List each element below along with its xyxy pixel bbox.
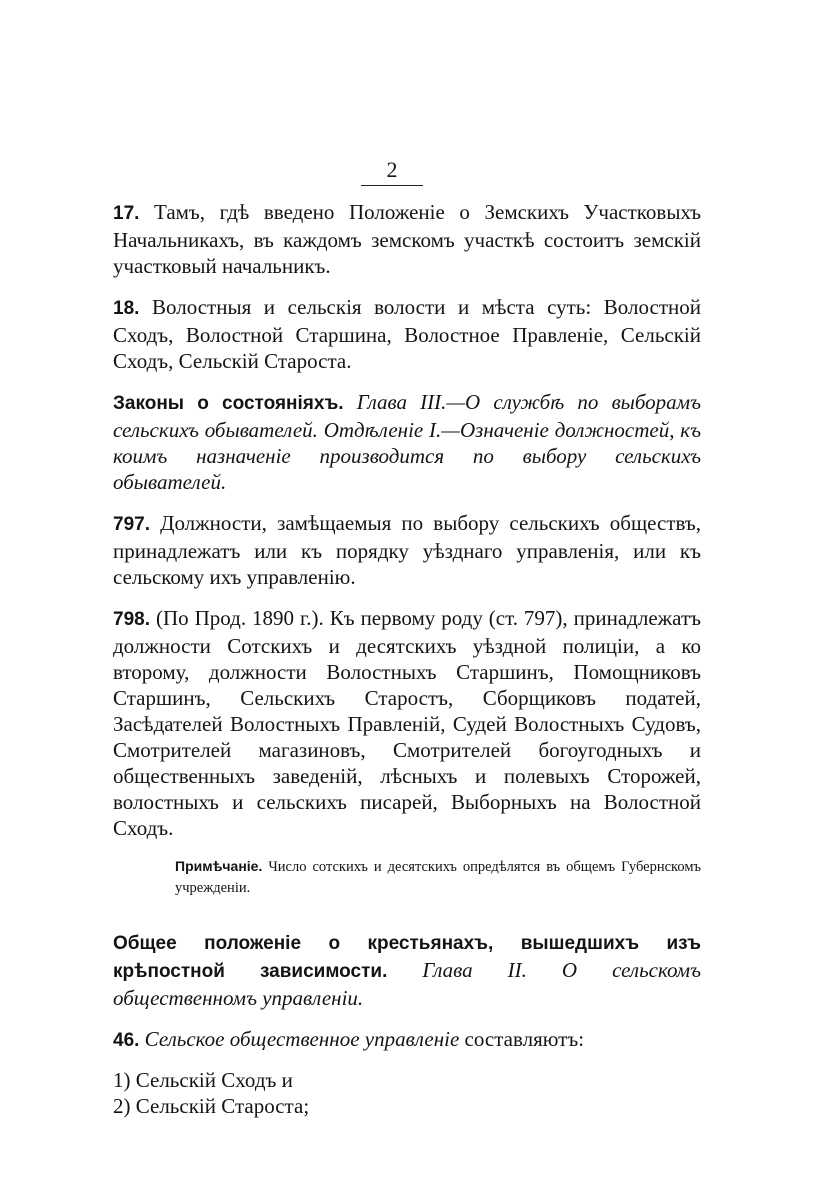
page-number-rule bbox=[361, 185, 423, 186]
page-body bbox=[113, 199, 701, 1119]
article-text: Волостныя и сельскія волости и мѣста суть: Волостной Сходъ, Волостной Старшина, Волостное Правленіе, Сельскій Сходъ, Сельскій Староста. bbox=[113, 295, 701, 373]
article-number: 46. bbox=[113, 1030, 140, 1051]
article-number: 18. bbox=[113, 298, 140, 319]
article-46 bbox=[113, 1026, 701, 1054]
enumerated-list bbox=[113, 1067, 701, 1119]
source-chapter: Глава III.—О службѣ по выборамъ сельскихъ обывателей. Отдѣленіе I.—Означеніе должностей, къ коимъ назначеніе производится по выбору сельскихъ обывателей. bbox=[113, 390, 701, 494]
article-number: 798. bbox=[113, 609, 150, 630]
article-797 bbox=[113, 510, 701, 590]
article-text: составляютъ: bbox=[459, 1027, 585, 1051]
footnote-remark bbox=[175, 856, 701, 899]
note-text: Число сотскихъ и десятскихъ опредѣлятся въ общемъ Губернскомъ учрежденіи. bbox=[175, 859, 701, 896]
article-text: Должности, замѣщаемыя по выбору сельскихъ обществъ, принадлежатъ или къ порядку уѣзднаго управленія, или къ сельскому ихъ управленію. bbox=[113, 511, 701, 589]
article-18 bbox=[113, 294, 701, 374]
page-number: 2 bbox=[386, 157, 398, 182]
article-798 bbox=[113, 605, 701, 841]
source-heading-laws bbox=[113, 389, 701, 495]
source-chapter: Глава II. О сельскомъ общественномъ управленіи. bbox=[113, 958, 701, 1010]
article-italic-text: Сельское общественное управленіе bbox=[139, 1027, 460, 1051]
article-text: Тамъ, гдѣ введено Положеніе о Земскихъ Участковыхъ Начальникахъ, въ каждомъ земскомъ участкѣ состоитъ земскій участковый начальникъ. bbox=[113, 200, 701, 278]
note-label: Примѣчаніе. bbox=[175, 858, 263, 874]
article-17 bbox=[113, 199, 701, 279]
article-number: 17. bbox=[113, 203, 140, 224]
article-text: (По Прод. 1890 г.). Къ первому роду (ст. 797), принадлежатъ должности Сотскихъ и десятскихъ уѣздной полиціи, а ко второму, должности Волостныхъ Старшинъ, Помощниковъ Старшинъ, Сельскихъ Старостъ, Сборщиковъ податей, Засѣдателей Волостныхъ Правленій, Судей Волостныхъ Судовъ, Смотрителей магазиновъ, Смотрителей богоугодныхъ и общественныхъ заведеній, лѣсныхъ и полевыхъ Сторожей, волостныхъ и сельскихъ писарей, Выборныхъ на Волостной Сходъ. bbox=[113, 606, 701, 840]
list-item: 1) Сельскій Сходъ и bbox=[113, 1068, 293, 1092]
source-title: Общее положеніе о крестьянахъ, вышедшихъ изъ крѣпостной зависимости. bbox=[113, 933, 701, 982]
source-title: Законы о состояніяхъ. bbox=[113, 393, 344, 414]
article-number: 797. bbox=[113, 514, 150, 535]
source-heading-general bbox=[113, 929, 701, 1011]
list-item: 2) Сельскій Староста; bbox=[113, 1094, 310, 1118]
